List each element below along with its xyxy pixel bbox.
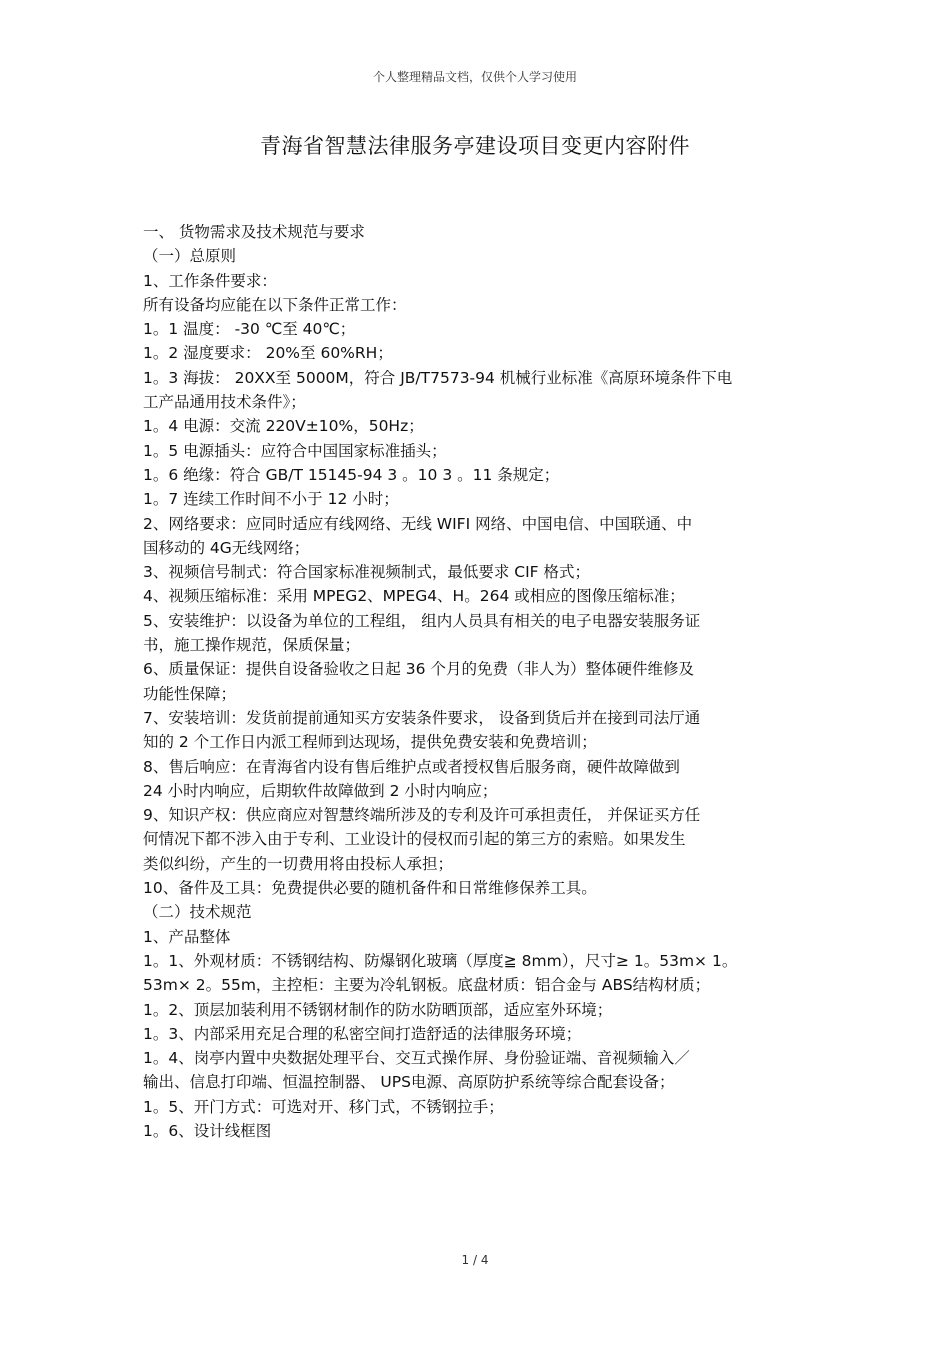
text-line: 1。5、开门方式：可选对开、移门式，不锈钢拉手；	[143, 1097, 504, 1116]
text-line: 9、知识产权：供应商应对智慧终端所涉及的专利及许可承担责任， 并保证买方任	[143, 806, 701, 825]
text-line: 所有设备均应能在以下条件正常工作：	[143, 295, 407, 314]
text-line: 3、视频信号制式：符合国家标准视频制式，最低要求 CIF 格式；	[143, 563, 591, 582]
text-line: 24 小时内响应，后期软件故障做到 2 小时内响应；	[143, 781, 498, 800]
text-line: 类似纠纷，产生的一切费用将由投标人承担；	[143, 854, 454, 873]
text-line: 1。1、外观材质：不锈钢结构、防爆钢化玻璃（厚度≧ 8mm），尺寸≥ 1。53m× 1。	[143, 951, 738, 970]
text-line: 5、安装维护：以设备为单位的工程组， 组内人员具有相关的电子电器安装服务证	[143, 611, 701, 630]
text-line: 国移动的 4G无线网络；	[143, 538, 310, 557]
document-body	[143, 220, 808, 1143]
text-line: 一、 货物需求及技术规范与要求	[143, 223, 365, 241]
text-line: 1。3、内部采用充足合理的私密空间打造舒适的法律服务环境；	[143, 1024, 582, 1043]
document-title: 青海省智慧法律服务亭建设项目变更内容附件	[260, 134, 690, 158]
text-line: 1。6、设计线框图	[143, 1121, 272, 1140]
text-line: 1。6 绝缘：符合 GB/T 15145-94 3 。10 3 。11 条规定；	[143, 465, 560, 484]
text-line: （二）技术规范	[143, 903, 252, 922]
text-line: 功能性保障；	[143, 684, 237, 703]
text-line: 1。4、岗亭内置中央数据处理平台、交互式操作屏、身份验证端、音视频输入／	[143, 1049, 690, 1068]
text-line: 知的 2 个工作日内派工程师到达现场，提供免费安装和免费培训；	[143, 733, 597, 752]
page-number: 1 / 4	[461, 1253, 489, 1267]
text-line: 2、网络要求：应同时适应有线网络、无线 WIFI 网络、中国电信、中国联通、中	[143, 514, 693, 533]
text-line: （一）总原则	[143, 247, 237, 266]
text-line: 1、工作条件要求：	[143, 271, 277, 290]
text-line: 8、售后响应：在青海省内设有售后维护点或者授权售后服务商，硬件故障做到	[143, 757, 680, 776]
text-line: 1。2、顶层加装利用不锈钢材制作的防水防晒顶部，适应室外环境；	[143, 1000, 613, 1019]
page-header: 个人整理精品文档，仅供个人学习使用	[372, 70, 577, 84]
text-line: 1。4 电源：交流 220V±10%，50Hz；	[143, 417, 424, 436]
text-line: 6、质量保证：提供自设备验收之日起 36 个月的免费（非人为）整体硬件维修及	[143, 660, 694, 679]
text-line: 1。5 电源插头：应符合中国国家标准插头；	[143, 441, 447, 460]
text-line: 1。7 连续工作时间不小于 12 小时；	[143, 490, 399, 509]
text-line: 4、视频压缩标准：采用 MPEG2、MPEG4、H。264 或相应的图像压缩标准；	[143, 587, 685, 606]
text-line: 7、安装培训：发货前提前通知买方安装条件要求， 设备到货后并在接到司法厅通	[143, 708, 701, 727]
text-line: 1、产品整体	[143, 927, 231, 946]
text-line: 10、备件及工具：免费提供必要的随机备件和日常维修保养工具。	[143, 879, 597, 898]
text-line: 何情况下都不涉入由于专利、工业设计的侵权而引起的第三方的索赔。如果发生	[143, 830, 686, 849]
text-line: 1。2 湿度要求： 20%至 60%RH；	[143, 344, 393, 363]
text-line: 53m× 2。55m，主控柜：主要为冷轧钢板。底盘材质：铝合金与 ABS结构材质；	[143, 976, 711, 995]
text-line: 书，施工操作规范，保质保量；	[143, 636, 361, 655]
text-line: 输出、信息打印端、恒温控制器、 UPS电源、高原防护系统等综合配套设备；	[143, 1073, 675, 1092]
text-line: 1。1 温度： -30 ℃至 40℃；	[143, 320, 356, 339]
text-line: 工产品通用技术条件》；	[143, 393, 306, 412]
text-line: 1。3 海拔： 20XX至 5000M，符合 JB/T7573-94 机械行业标准《高原环境条件下电	[143, 368, 733, 387]
